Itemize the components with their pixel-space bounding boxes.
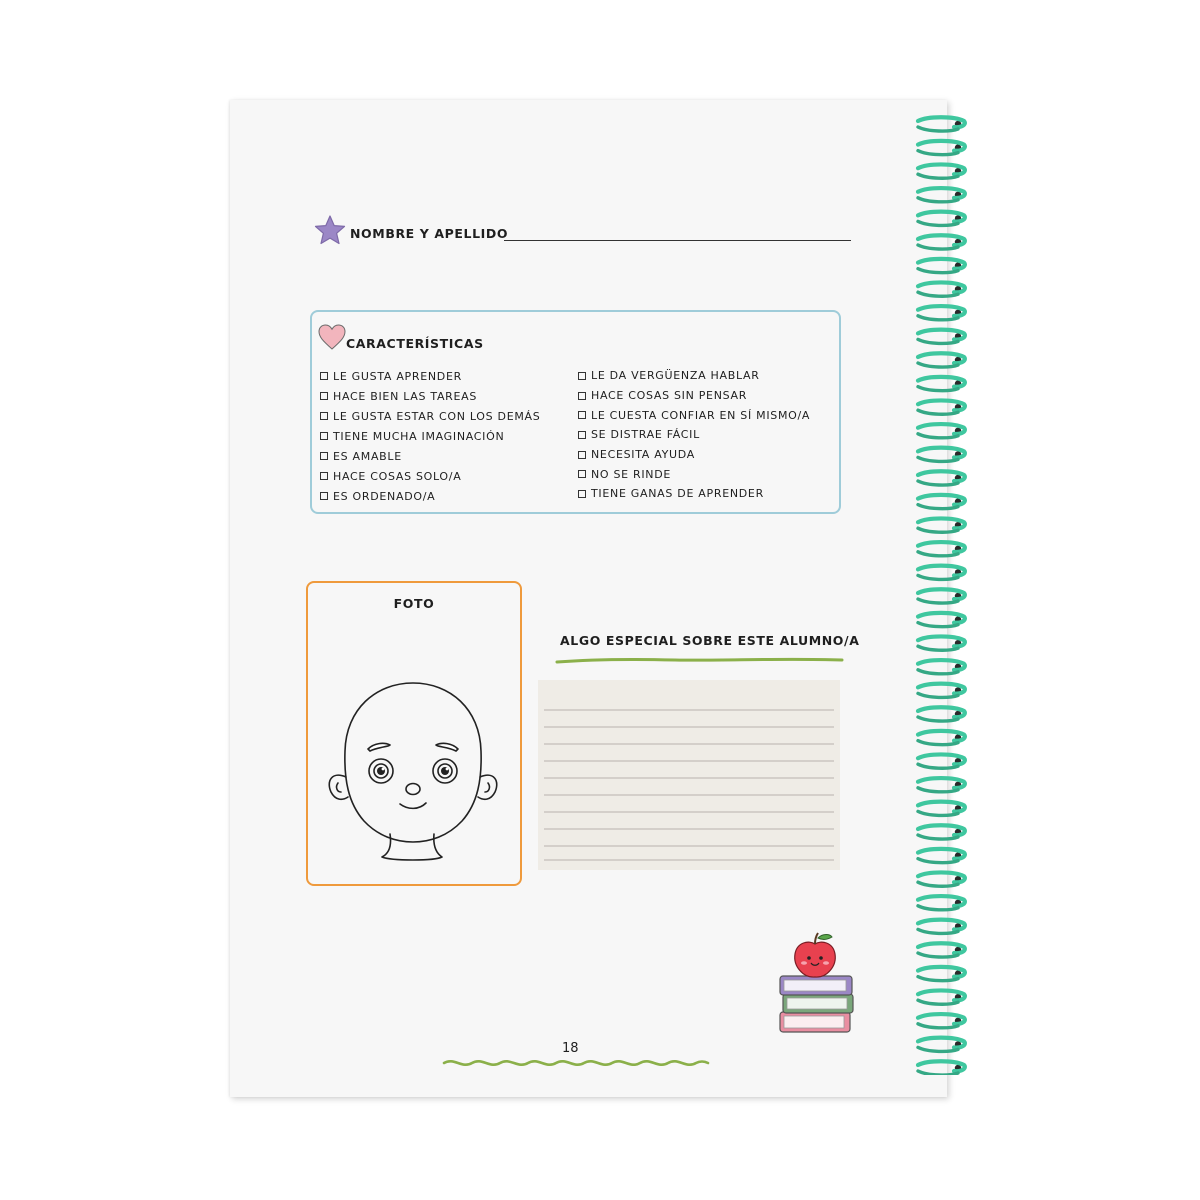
spiral-ring [918, 1014, 965, 1028]
face-drawing [326, 679, 502, 869]
spiral-ring [918, 212, 965, 226]
spiral-ring [918, 920, 965, 934]
spiral-ring [918, 896, 965, 910]
spiral-ring [918, 377, 965, 391]
checkbox[interactable] [320, 452, 328, 460]
spiral-ring [918, 802, 965, 816]
spiral-ring [918, 259, 965, 273]
spiral-binding [914, 115, 972, 1075]
spiral-ring [918, 235, 965, 249]
checklist-item[interactable]: TIENE MUCHA IMAGINACIÓN [320, 426, 540, 446]
spiral-ring [918, 990, 965, 1004]
checklist-item[interactable]: TIENE GANAS DE APRENDER [578, 484, 810, 504]
characteristics-title: CARACTERÍSTICAS [346, 336, 484, 351]
checkbox[interactable] [578, 392, 586, 400]
special-title: ALGO ESPECIAL SOBRE ESTE ALUMNO/A [560, 633, 860, 648]
characteristics-right-column [578, 366, 810, 504]
spiral-ring [918, 872, 965, 886]
name-label: NOMBRE Y APELLIDO [350, 226, 509, 241]
spiral-ring [918, 778, 965, 792]
title-underline-squiggle [555, 656, 845, 666]
checkbox[interactable] [578, 490, 586, 498]
notebook-page [230, 100, 947, 1097]
spiral-ring [918, 141, 965, 155]
checklist-item[interactable]: NECESITA AYUDA [578, 445, 810, 465]
checkbox[interactable] [320, 372, 328, 380]
checkbox[interactable] [578, 451, 586, 459]
heart-icon [317, 323, 347, 351]
spiral-ring [918, 282, 965, 296]
footer-squiggle [442, 1055, 710, 1071]
spiral-ring [918, 967, 965, 981]
spiral-ring [918, 1061, 965, 1075]
spiral-ring [918, 330, 965, 344]
checkbox[interactable] [578, 431, 586, 439]
checkbox[interactable] [578, 470, 586, 478]
spiral-ring [918, 943, 965, 957]
spiral-ring [918, 566, 965, 580]
checkbox[interactable] [578, 372, 586, 380]
spiral-ring [918, 164, 965, 178]
checklist-item[interactable]: HACE COSAS SOLO/A [320, 466, 540, 486]
checklist-item[interactable]: ES ORDENADO/A [320, 486, 540, 506]
writing-area[interactable] [538, 680, 840, 870]
spiral-ring [918, 707, 965, 721]
spiral-ring [918, 849, 965, 863]
checkbox[interactable] [320, 492, 328, 500]
spiral-ring [918, 660, 965, 674]
spiral-ring [918, 188, 965, 202]
spiral-ring [918, 754, 965, 768]
checklist-item[interactable]: NO SE RINDE [578, 464, 810, 484]
spiral-ring [918, 448, 965, 462]
spiral-ring [918, 117, 965, 131]
spiral-ring [918, 1038, 965, 1052]
checkbox[interactable] [320, 472, 328, 480]
photo-box[interactable] [306, 581, 522, 886]
checklist-item[interactable]: LE DA VERGÜENZA HABLAR [578, 366, 810, 386]
writing-lines [538, 680, 840, 870]
spiral-ring [918, 353, 965, 367]
spiral-ring [918, 825, 965, 839]
checklist-item[interactable]: HACE COSAS SIN PENSAR [578, 386, 810, 406]
spiral-ring [918, 518, 965, 532]
spiral-ring [918, 684, 965, 698]
checkbox[interactable] [320, 392, 328, 400]
star-icon [313, 214, 347, 246]
page-number: 18 [562, 1041, 579, 1056]
name-field-line[interactable] [504, 240, 851, 241]
checkbox[interactable] [320, 432, 328, 440]
apple-books-icon [775, 930, 860, 1050]
checklist-item[interactable]: SE DISTRAE FÁCIL [578, 425, 810, 445]
spiral-ring [918, 731, 965, 745]
photo-label: FOTO [393, 596, 435, 611]
checklist-item[interactable]: LE GUSTA ESTAR CON LOS DEMÁS [320, 406, 540, 426]
spiral-ring [918, 495, 965, 509]
spiral-ring [918, 471, 965, 485]
checkbox[interactable] [320, 412, 328, 420]
checklist-item[interactable]: ES AMABLE [320, 446, 540, 466]
checkbox[interactable] [578, 411, 586, 419]
spiral-ring [918, 636, 965, 650]
checklist-item[interactable]: LE CUESTA CONFIAR EN SÍ MISMO/A [578, 405, 810, 425]
spiral-ring [918, 400, 965, 414]
spiral-ring [918, 424, 965, 438]
checklist-item[interactable]: LE GUSTA APRENDER [320, 366, 540, 386]
name-row [313, 214, 853, 244]
spiral-ring [918, 589, 965, 603]
spiral-ring [918, 542, 965, 556]
checklist-item[interactable]: HACE BIEN LAS TAREAS [320, 386, 540, 406]
spiral-ring [918, 613, 965, 627]
characteristics-box [310, 310, 841, 514]
characteristics-left-column [320, 366, 540, 506]
spiral-ring [918, 306, 965, 320]
